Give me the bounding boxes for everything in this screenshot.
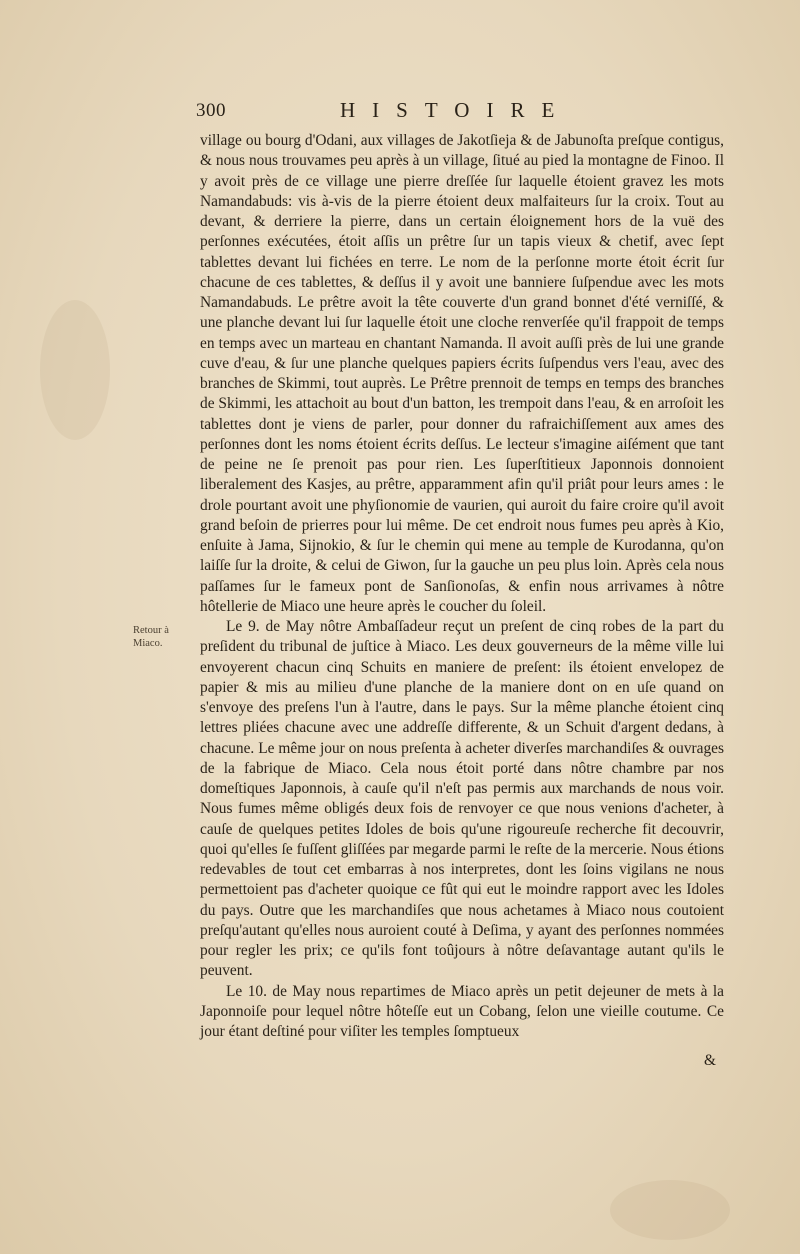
margin-note: Retour à Miaco. xyxy=(133,625,169,649)
page-header xyxy=(196,98,736,128)
paper-stain xyxy=(40,300,110,440)
body-text xyxy=(200,131,724,1042)
paragraph: Le 9. de May nôtre Ambaſſadeur reçut un preſent de cinq robes de la part du preſident du tribunal de juſtice à Miaco. Les deux gouverneurs de la même ville lui envoyerent chacun cinq Schuits en maniere de preſent: ils étoient envelopez de papier & mis au milieu d'une planche de la maniere dont on en uſe quand on s'envoye des preſens l'un à l'autre, dans le pays. Sur la même planche étoient cinq lettres pliées chacune avec une addreſſe differente, & un Schuit d'argent dedans, à chacune. Le même jour on nous preſenta à acheter diverſes marchandiſes & ouvrages de la fabrique de Miaco. Cela nous étoit porté dans nôtre chambre par nos domeſtiques Japonnois, à cauſe qu'il n'eſt pas permis aux marchands de nous voir. Nous fumes même obligés deux fois de renvoyer ce que nous venions d'acheter, à cauſe de quelques petites Idoles de bois qu'une rigoureuſe recherche fit decouvrir, quoi qu'elles ſe fuſſent gliſſées par megarde parmi le reſte de la mercerie. Nous étions redevables de tout cet embarras à nos interpretes, dont les ſoins vigilans ne nous permettoient pas d'acheter quoique ce fût qui eut le moindre rapport avec les Idoles du pays. Outre que les marchandiſes que nous achetames à Miaco nous coutoient preſqu'autant qu'elles nous auroient couté à Deſima, y ayant des perſonnes nommées pour regler les prix; ce qu'ils font toûjours à nôtre deſavantage autant qu'ils le peuvent. xyxy=(200,618,724,980)
paragraph: village ou bourg d'Odani, aux villages de Jakotſieja & de Jabunoſta preſque contigus, & nous nous trouvames peu après à un village, ſitué au pied la montagne de Finoo. Il y avoit près de ce village une pierre dreſſée ſur laquelle étoient gravez les mots Namandabuds: vis à-vis de la pierre étoient deux malfaiteurs ſur la croix. Tout au devant, & derriere la pierre, dans un certain éloignement hors de la vuë des perſonnes exécutées, étoit aſſis un prêtre ſur un tapis vieux & chetif, avec ſept tablettes devant lui fichées en terre. Le nom de la perſonne morte étoit écrit ſur chacune de ces tablettes, & deſſus il y avoit une banniere ſuſpendue avec les mots Namandabuds. Le prêtre avoit la tête couverte d'un grand bonnet d'été verniſſé, & une planche devant lui ſur laquelle étoit une cloche renverſée qu'il frappoit de temps en temps avec un marteau en chantant Namanda. Il avoit auſſi près de lui une grande cuve d'eau, & ſur une planche quelques papiers écrits ſuſpendus vers l'eau, avec des branches de Skimmi, tout auprès. Le Prêtre prennoit de temps en temps des branches de Skimmi, les attachoit au bout d'un batton, les trempoit dans l'eau, & en arroſoit les tablettes dont je viens de parler, pour donner du rafraichiſſement aux ames des perſonnes dont les noms étoient écrits deſſus. Le lecteur s'imagine aiſément que tant de peine ne ſe prenoit pas pour rien. Les ſuperſtitieux Japonnois donnoient liberalement des Kasjes, au prêtre, apparamment afin qu'il priât pour leurs ames : le drole pourtant avoit une phyſionomie de vaurien, qui auroit du faire croire qu'il avoit grand beſoin de prierres pour lui même. De cet endroit nous fumes peu après à Kio, enſuite à Jama, Sijnokio, & ſur le chemin qui mene au temple de Kurodanna, qu'on laiſſe ſur la droite, & celui de Giwon, ſur la gauche un peu plus loin. Après cela nous paſſames ſur le fameux pont de Sanſionoſas, & enfin nous arrivames à nôtre hôtellerie de Miaco une heure après le coucher du ſoleil. xyxy=(200,132,724,615)
running-title: HISTOIRE xyxy=(340,98,572,122)
paragraph: Le 10. de May nous repartimes de Miaco après un petit dejeuner de mets à la Japonnoiſe pour lequel nôtre hôteſſe eut un Cobang, ſelon une vieille coutume. Ce jour étant deſtiné pour viſiter les temples ſomptueux xyxy=(200,982,724,1040)
page-number: 300 xyxy=(196,100,226,121)
paper-stain xyxy=(610,1180,730,1240)
catchword: & xyxy=(704,1052,716,1069)
